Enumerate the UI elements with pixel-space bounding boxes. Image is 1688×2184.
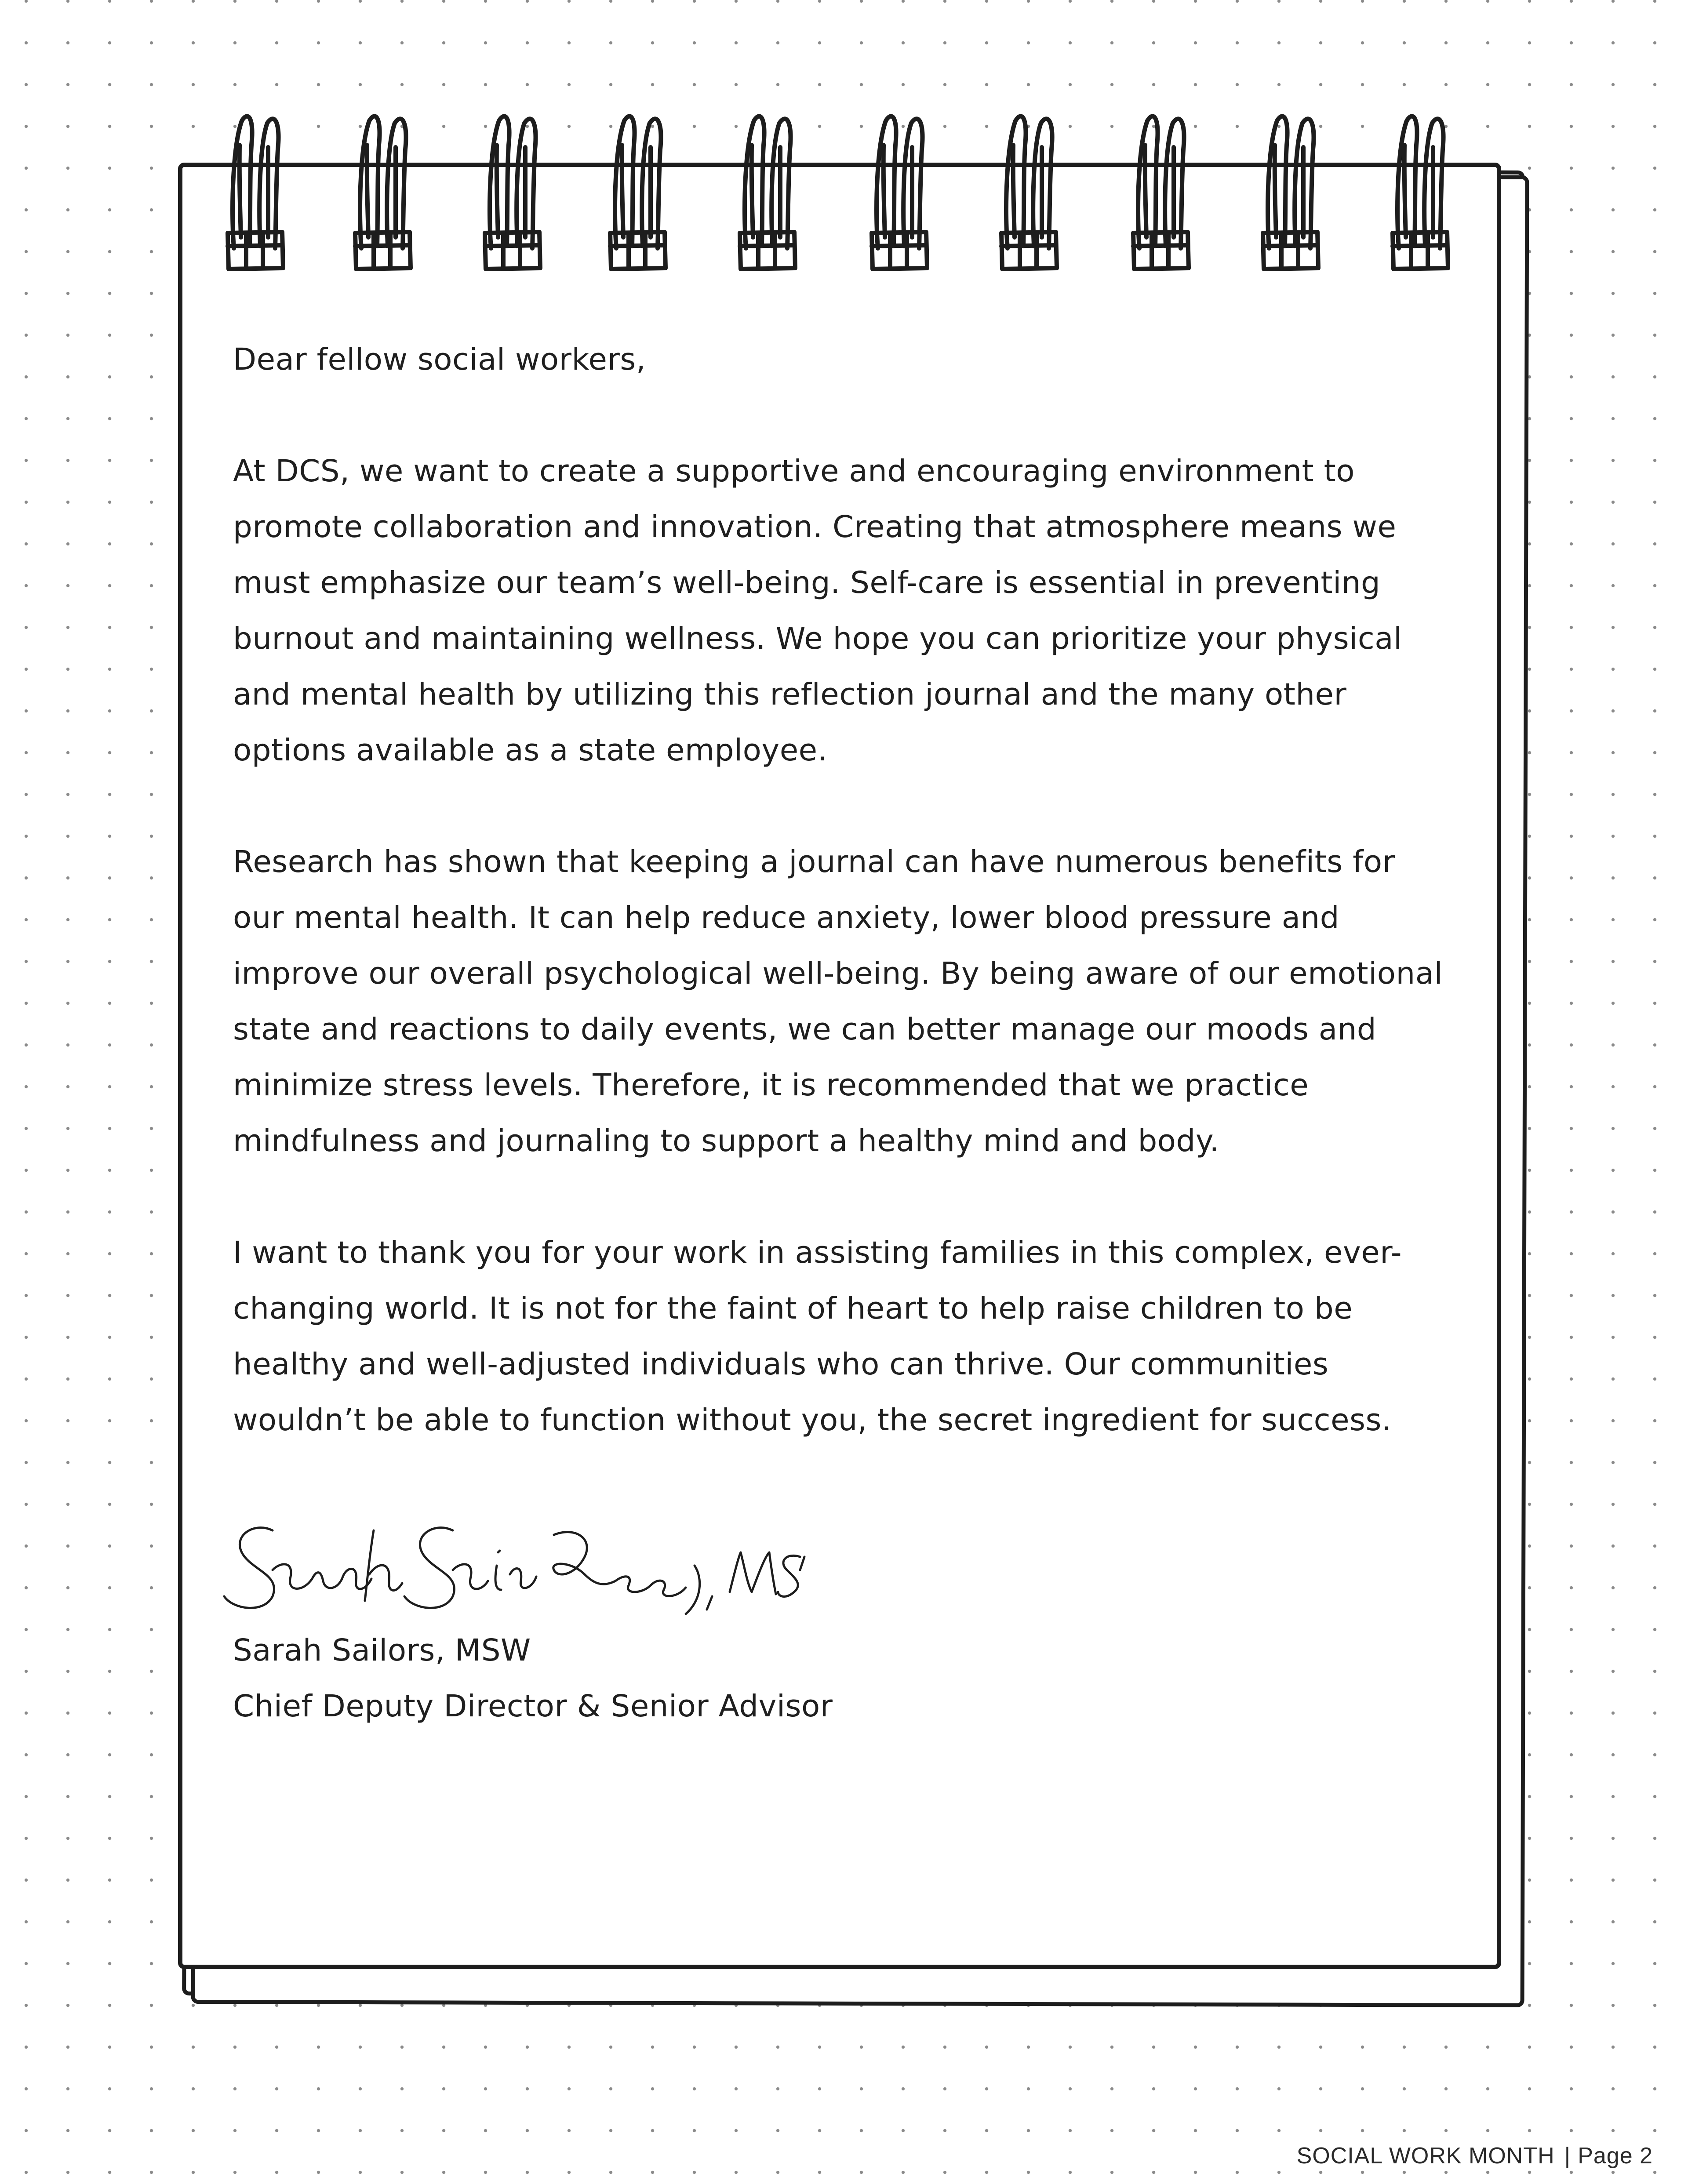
greeting: Dear fellow social workers,: [233, 342, 646, 377]
letter-body: [233, 332, 1455, 1734]
signer-title: Chief Deputy Director & Senior Advisor: [233, 1689, 833, 1724]
footer-section: SOCIAL WORK MONTH: [1296, 2143, 1555, 2169]
footer-page-number: Page 2: [1578, 2143, 1653, 2169]
handwritten-signature: [233, 1504, 1455, 1623]
page-footer: [1297, 2143, 1653, 2169]
paragraph-1: At DCS, we want to create a supportive and encouraging environment to promote collaboration and innovation. Creating that atmosphere means we must emphasize our team’s well-being. Self-care is essential in preventing burnout and maintaining wellness. We hope you can prioritize your physical and mental health by utilizing this reflection journal and the many other options available as a state employee.: [233, 454, 1402, 768]
footer-separator: |: [1564, 2143, 1571, 2169]
signature-block: [233, 1623, 1455, 1734]
paragraph-2: Research has shown that keeping a journal can have numerous benefits for our mental health. It can help reduce anxiety, lower blood pressure and improve our overall psychological well-being. By being aware of our emotional state and reactions to daily events, we can better manage our moods and minimize stress levels. Therefore, it is recommended that we practice mindfulness and journaling to support a healthy mind and body.: [233, 844, 1443, 1159]
paragraph-3: I want to thank you for your work in assisting families in this complex, ever-changing world. It is not for the faint of heart to help raise children to be healthy and well-adjusted individuals who can thrive. Our communities wouldn’t be able to function without you, the secret ingredient for success.: [233, 1235, 1402, 1438]
signature-drawing: [207, 1504, 822, 1623]
signer-name: Sarah Sailors, MSW: [233, 1633, 531, 1668]
